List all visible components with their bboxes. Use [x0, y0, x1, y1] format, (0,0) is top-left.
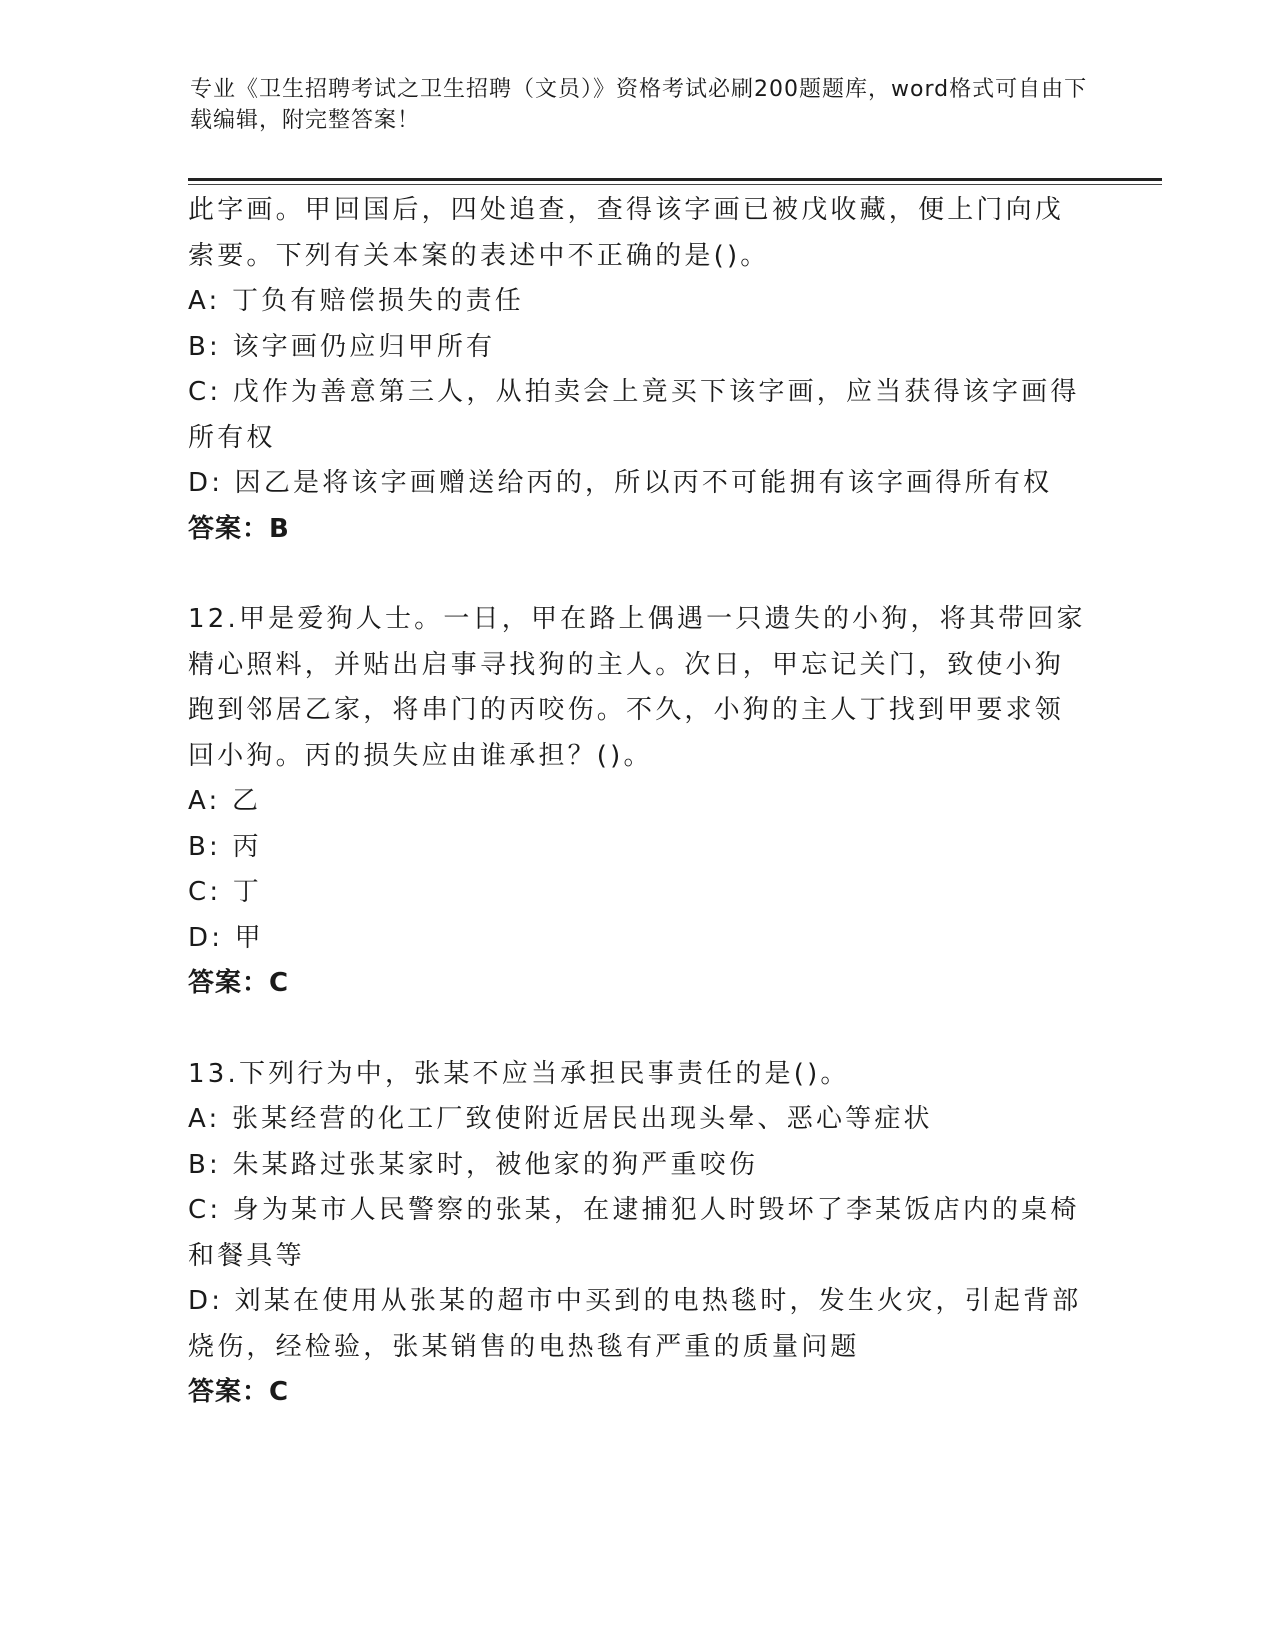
question-stem: 13.下列行为中，张某不应当承担民事责任的是()。	[188, 1058, 850, 1089]
header-rule-thick	[188, 178, 1162, 181]
header-rule-thin	[188, 184, 1162, 185]
option-b: B: 朱某路过张某家时，被他家的狗严重咬伤	[188, 1149, 759, 1180]
question-stem: 此字画。甲回国后，四处追查，查得该字画已被戊收藏，便上门向戊索要。下列有关本案的表述中不正确的是()。	[188, 195, 1065, 271]
option-c: C: 丁	[188, 877, 262, 907]
question-stem: 12.甲是爱狗人士。一日，甲在路上偶遇一只遗失的小狗，将其带回家精心照料，并贴出启事寻找狗的主人。次日，甲忘记关门，致使小狗跑到邻居乙家，将串门的丙咬伤。不久，小狗的主人丁找到甲要求领回小狗。丙的损失应由谁承担？()。	[188, 604, 1086, 771]
option-d: D: 因乙是将该字画赠送给丙的，所以丙不可能拥有该字画得所有权	[188, 468, 1053, 498]
option-b: B: 该字画仍应归甲所有	[188, 331, 496, 362]
question-11	[188, 188, 1088, 552]
option-b: B: 丙	[188, 831, 262, 862]
document-body	[188, 188, 1088, 1416]
page-header: 专业《卫生招聘考试之卫生招聘（文员）》资格考试必刷200题题库，word格式可自由下载编辑，附完整答案！	[190, 77, 1088, 133]
question-13	[188, 1052, 1088, 1416]
answer: 答案：B	[188, 513, 290, 544]
option-c: C: 身为某市人民警察的张某，在逮捕犯人时毁坏了李某饭店内的桌椅和餐具等	[188, 1195, 1080, 1271]
option-a: A: 乙	[188, 786, 262, 816]
answer: 答案：C	[188, 968, 290, 998]
option-d: D: 甲	[188, 922, 264, 953]
option-d: D: 刘某在使用从张某的超市中买到的电热毯时，发生火灾，引起背部烧伤，经检验，张某销售的电热毯有严重的质量问题	[188, 1286, 1082, 1362]
option-a: A: 张某经营的化工厂致使附近居民出现头晕、恶心等症状	[188, 1104, 933, 1134]
option-c: C: 戊作为善意第三人，从拍卖会上竟买下该字画，应当获得该字画得所有权	[188, 377, 1080, 453]
option-a: A: 丁负有赔偿损失的责任	[188, 286, 524, 316]
answer: 答案：C	[188, 1377, 290, 1407]
question-12	[188, 597, 1088, 1007]
